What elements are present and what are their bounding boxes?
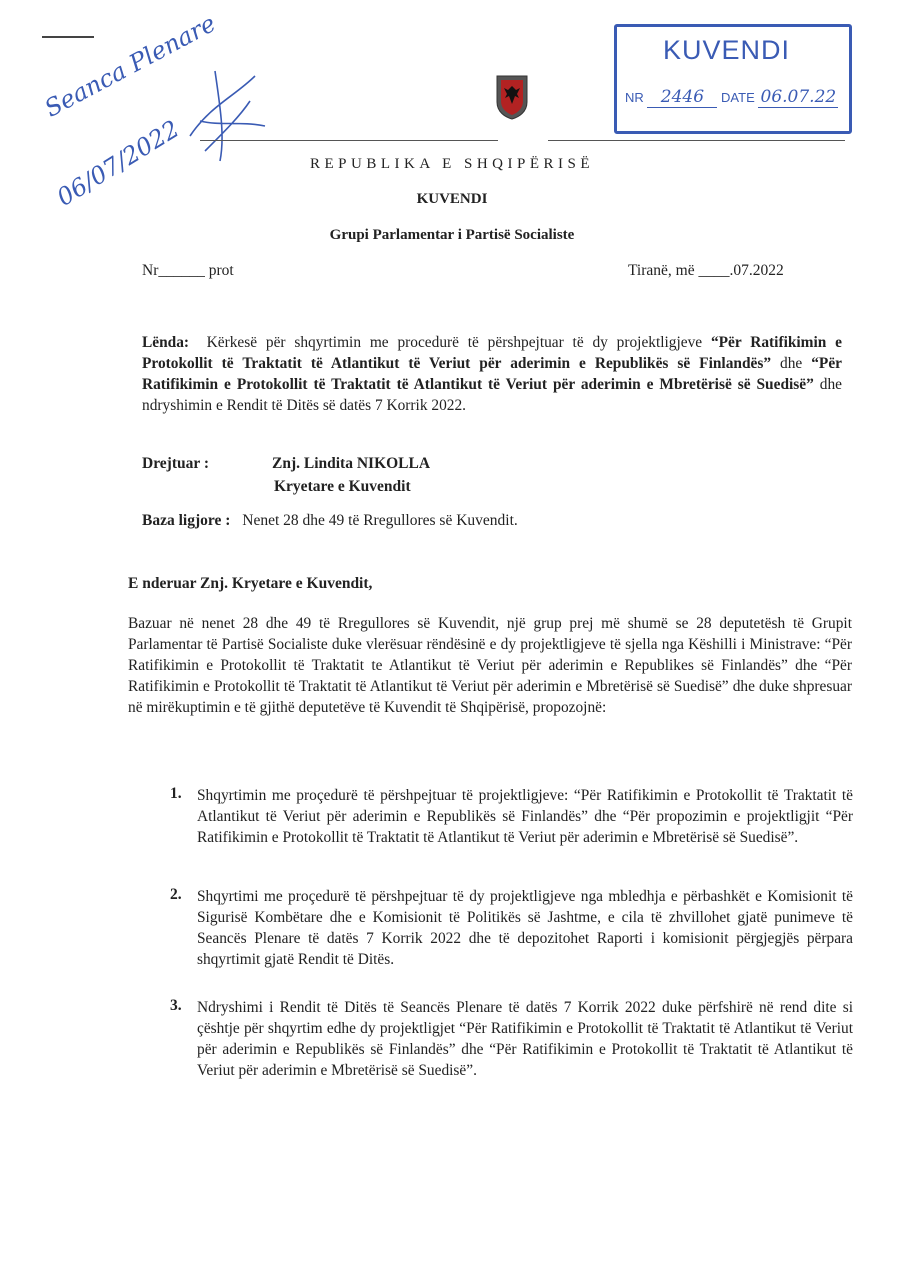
- handwritten-annotation: [30, 9, 270, 212]
- handwritten-line-1: Seanca Plenare: [40, 9, 221, 123]
- legal-basis-text: Nenet 28 dhe 49 të Rregullores së Kuvendit.: [242, 512, 518, 529]
- place-date-prefix: Tiranë, më: [628, 262, 695, 279]
- stamp-date-label: DATE: [721, 90, 755, 105]
- stamp-nr-value: 2446: [660, 87, 705, 107]
- addressee-title: Kryetare e Kuvendit: [274, 478, 411, 495]
- nr-label: Nr: [142, 262, 159, 279]
- stamp-date-value: 06.07.22: [760, 87, 837, 107]
- nr-blank: ______: [158, 262, 205, 279]
- subject-bill-sweden: “Për Ratifikimin e Protokollit të Traktatit të Atlantikut të Veriut për aderimin e Mbretërisë së Suedisë”: [142, 355, 842, 393]
- addressee-name: Znj. Lindita NIKOLLA: [272, 455, 431, 472]
- republic-heading: REPUBLIKA E SHQIPËRISË: [309, 156, 595, 172]
- prot-label: prot: [208, 262, 234, 279]
- addressee-label: Drejtuar :: [142, 455, 210, 472]
- item-3-number: 3.: [170, 997, 182, 1014]
- header-rule-left: [200, 140, 498, 141]
- stamp-nr-label: NR: [625, 90, 644, 105]
- item-2-number: 2.: [170, 886, 182, 903]
- date-suffix: .07.2022: [729, 262, 784, 279]
- assembly-heading: KUVENDI: [416, 191, 488, 207]
- subject-label: Lënda:: [142, 334, 190, 351]
- header-rule-right: [548, 140, 845, 141]
- registration-stamp: [614, 24, 852, 134]
- place-date-line: [628, 262, 784, 280]
- salutation: E nderuar Znj. Kryetare e Kuvendit,: [128, 575, 373, 592]
- legal-basis-label: Baza ligjore :: [142, 512, 231, 529]
- legal-basis-line: [142, 512, 518, 530]
- signature-scribble: [180, 66, 270, 166]
- item-1-text: Shqyrtimin me proçedurë të përshpejtuar të projektligjeve: “Për Ratifikimin e Protokollit të Traktatit të Atlantikut të Veriut për aderimin e Republikës së Finlandës” dhe “Për propozimin e projektligjit “Për Ratifikimin e Protokollit të Traktatit të Atlantikut të Veriut për aderimin e Mbretërisë së Suedisë”.: [197, 787, 853, 846]
- item-2-text: Shqyrtimi me proçedurë të përshpejtuar të dy projektligjeve nga mbledhja e përbashkët e Komisionit të Sigurisë Kombëtare dhe e Komisionit të Politikës së Jashtme, e cila të zhvillohet gjatë punimeve të Seancës Plenare të datës 7 Korrik 2022 dhe të depozitohet Raporti i komisionit përgjegjës përpara shqyrtimit gjatë Rendit të Ditës.: [197, 888, 853, 968]
- stamp-title: KUVENDI: [663, 35, 791, 65]
- stamp-number-row: [625, 87, 838, 108]
- body-paragraph: Bazuar në nenet 28 dhe 49 të Rregullores së Kuvendit, një grup prej më shumë se 28 deputetësh të Grupit Parlamentar të Partisë Socialiste duke vlerësuar rëndësinë e dy projektligjeve të sjella nga Këshilli i Ministrave: “Për Ratifikimin e Protokollit të Traktatit te Atlantikut të Veriut për aderimin e Republikes së Finlandës” dhe “Për Ratifikimin e Protokollit të Traktatit të Atlantikut të Veriut për aderimin e Mbretërisë së Suedisë” dhe duke shpresuar në mirëkuptimin e të gjithë deputetëve të Kuvendit të Shqipërisë, propozojnë:: [128, 615, 852, 716]
- group-heading: Grupi Parlamentar i Partisë Socialiste: [329, 227, 575, 243]
- item-1-number: 1.: [170, 785, 182, 802]
- subject-paragraph: Lënda: Kërkesë për shqyrtimin me procedurë të përshpejtuar të dy projektligjeve “Për Ratifikimin e Protokollit të Traktatit të Atlantikut të Veriut për aderimin e Republikës së Finlandës” dhe “Për Ratifikimin e Protokollit të Traktatit të Atlantikut të Veriut për aderimin e Mbretërisë së Suedisë” dhe ndryshimin e Rendit të Ditës së datës 7 Korrik 2022.: [142, 334, 842, 414]
- handwritten-line-2: 06/07/2022: [52, 114, 185, 212]
- subject-bill-finland: “Për Ratifikimin e Protokollit të Traktatit të Atlantikut të Veriut për aderimin e Republikës së Finlandës”: [142, 334, 842, 372]
- date-blank: ____: [698, 262, 730, 279]
- protocol-number-line: [142, 262, 234, 280]
- albania-emblem-icon: [495, 74, 529, 120]
- item-3-text: Ndryshimi i Rendit të Ditës të Seancës Plenare të datës 7 Korrik 2022 duke përfshirë në rend dite si çështje për shqyrtim edhe dy projektligjet “Për Ratifikimin e Protokollit të Traktatit të Atlantikut të Veriut për aderimin e Republikës së Finlandës” dhe “Për Ratifikimin e Protokollit të Traktatit të Atlantikut të Veriut për aderimin e Mbretërisë së Suedisë”.: [197, 999, 853, 1079]
